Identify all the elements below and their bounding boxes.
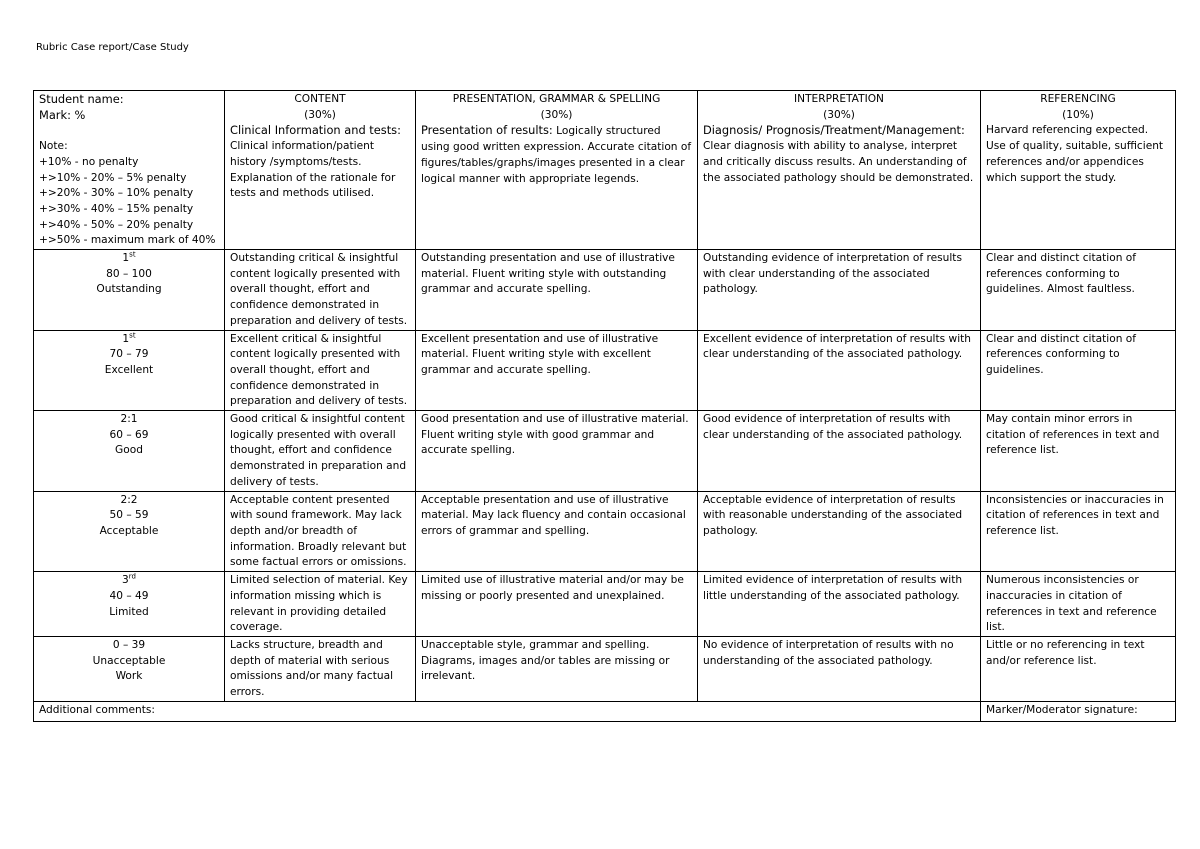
additional-comments-label: Additional comments: — [39, 703, 155, 716]
grade-row — [34, 411, 1176, 492]
grade-row — [34, 250, 1176, 331]
grade-class: 3 — [122, 574, 129, 587]
referencing-criteria: May contain minor errors in citation of references in text and reference list. — [981, 411, 1176, 492]
grade-range: 60 – 69 — [109, 428, 149, 441]
column-title: CONTENT — [294, 93, 346, 105]
referencing-criteria: Clear and distinct citation of references conforming to guidelines. — [981, 330, 1176, 411]
grade-cell — [34, 250, 225, 331]
grade-range: 50 – 59 — [109, 509, 149, 522]
penalty-item: +>30% - 40% – 15% penalty — [39, 202, 194, 215]
column-weight: (30%) — [823, 108, 855, 121]
grade-class: 2:2 — [120, 493, 138, 506]
grade-class-suffix: st — [129, 331, 136, 340]
grade-cell — [34, 491, 225, 572]
column-lead: Diagnosis/ Prognosis/Treatment/Management: — [703, 123, 965, 138]
content-criteria: Outstanding critical & insightful content logically presented with overall thought, effort and confidence demonstrated in preparation and delivery of tests. — [225, 250, 416, 331]
presentation-criteria: Limited use of illustrative material and/or may be missing or poorly presented and unexplained. — [416, 572, 698, 637]
grade-cell — [34, 330, 225, 411]
additional-comments-cell — [34, 701, 981, 721]
presentation-criteria: Outstanding presentation and use of illustrative material. Fluent writing style with outstanding grammar and accurate spelling. — [416, 250, 698, 331]
content-criteria: Acceptable content presented with sound framework. May lack depth and/or breadth of information. Broadly relevant but some factual errors or omissions. — [225, 491, 416, 572]
column-title: PRESENTATION, GRAMMAR & SPELLING — [452, 93, 661, 105]
column-lead: Presentation of results: — [421, 123, 553, 138]
grade-row — [34, 330, 1176, 411]
presentation-header — [416, 91, 698, 250]
content-header — [225, 91, 416, 250]
presentation-criteria: Excellent presentation and use of illustrative material. Fluent writing style with excellent grammar and accurate spelling. — [416, 330, 698, 411]
grade-cell — [34, 572, 225, 637]
column-desc: Harvard referencing expected. Use of quality, suitable, sufficient references and/or appendices which support the study. — [986, 124, 1164, 184]
grade-class: 1 — [122, 332, 130, 345]
referencing-criteria: Little or no referencing in text and/or reference list. — [981, 636, 1176, 701]
interpretation-criteria: Acceptable evidence of interpretation of results with reasonable understanding of the associated pathology. — [698, 491, 981, 572]
grade-label: Excellent — [104, 363, 154, 376]
column-desc: Logically structured using good written expression. Accurate citation of figures/tables/graphs/images presented in a clear logical manner with appropriate legends. — [421, 125, 692, 185]
signature-cell — [981, 701, 1176, 721]
rubric-table — [33, 90, 1176, 722]
content-criteria: Good critical & insightful content logically presented with overall thought, effort and confidence demonstrated in preparation and delivery of tests. — [225, 411, 416, 492]
grade-class-suffix: rd — [128, 572, 136, 581]
content-criteria: Limited selection of material. Key information missing which is relevant in providing detailed coverage. — [225, 572, 416, 637]
grade-label: Acceptable — [99, 524, 159, 537]
penalty-item: +>20% - 30% – 10% penalty — [39, 187, 194, 200]
penalty-item: +>10% - 20% – 5% penalty — [39, 171, 187, 184]
grade-range: 80 – 100 — [106, 267, 152, 280]
grade-range: 40 – 49 — [109, 589, 149, 602]
referencing-criteria: Clear and distinct citation of references conforming to guidelines. Almost faultless. — [981, 250, 1176, 331]
referencing-criteria: Numerous inconsistencies or inaccuracies in citation of references in text and reference list. — [981, 572, 1176, 637]
note-label: Note: — [39, 140, 68, 153]
column-lead: Clinical Information and tests: — [230, 123, 401, 138]
grade-range: Unacceptable — [92, 654, 166, 667]
interpretation-header — [698, 91, 981, 250]
grade-class: 1 — [122, 252, 130, 265]
grade-class: 2:1 — [120, 413, 138, 426]
column-weight: (10%) — [1062, 108, 1094, 121]
penalty-item: +10% - no penalty — [39, 155, 139, 168]
penalty-item: +>50% - maximum mark of 40% — [39, 234, 216, 247]
interpretation-criteria: Outstanding evidence of interpretation of results with clear understanding of the associated pathology. — [698, 250, 981, 331]
presentation-criteria: Good presentation and use of illustrative material. Fluent writing style with good grammar and accurate spelling. — [416, 411, 698, 492]
grade-label: Work — [115, 670, 143, 683]
column-title: REFERENCING — [1040, 93, 1116, 105]
grade-row — [34, 636, 1176, 701]
grade-cell — [34, 636, 225, 701]
interpretation-criteria: Limited evidence of interpretation of results with little understanding of the associated pathology. — [698, 572, 981, 637]
referencing-criteria: Inconsistencies or inaccuracies in citation of references in text and reference list. — [981, 491, 1176, 572]
grade-class: 0 – 39 — [112, 638, 146, 651]
content-criteria: Excellent critical & insightful content logically presented with overall thought, effort and confidence demonstrated in preparation and delivery of tests. — [225, 330, 416, 411]
presentation-criteria: Unacceptable style, grammar and spelling. Diagrams, images and/or tables are missing or irrelevant. — [416, 636, 698, 701]
mark-label: Mark: % — [39, 107, 86, 122]
column-desc: Clinical information/patient history /symptoms/tests. Explanation of the rationale for tests and methods utilised. — [230, 140, 396, 200]
content-criteria: Lacks structure, breadth and depth of material with serious omissions and/or many factual errors. — [225, 636, 416, 701]
header-row — [34, 91, 1176, 250]
interpretation-criteria: Excellent evidence of interpretation of results with clear understanding of the associated pathology. — [698, 330, 981, 411]
grade-row — [34, 491, 1176, 572]
grade-class-suffix: st — [129, 250, 136, 259]
grade-label: Limited — [109, 605, 149, 618]
column-title: INTERPRETATION — [794, 93, 884, 105]
grade-cell — [34, 411, 225, 492]
referencing-header — [981, 91, 1176, 250]
student-info-cell — [34, 91, 225, 250]
signature-label: Marker/Moderator signature: — [986, 703, 1138, 716]
interpretation-criteria: No evidence of interpretation of results with no understanding of the associated pathology. — [698, 636, 981, 701]
penalty-item: +>40% - 50% – 20% penalty — [39, 218, 194, 231]
grade-label: Good — [115, 444, 143, 457]
student-name-label: Student name: — [39, 92, 124, 106]
column-desc: Clear diagnosis with ability to analyse, interpret and critically discuss results. An understanding of the associated pathology should be demonstrated. — [703, 140, 974, 184]
interpretation-criteria: Good evidence of interpretation of results with clear understanding of the associated pathology. — [698, 411, 981, 492]
presentation-criteria: Acceptable presentation and use of illustrative material. May lack fluency and contain occasional errors of grammar and spelling. — [416, 491, 698, 572]
grade-label: Outstanding — [96, 283, 162, 296]
footer-row — [34, 701, 1176, 721]
grade-range: 70 – 79 — [109, 348, 149, 361]
column-weight: (30%) — [304, 108, 336, 121]
grade-row — [34, 572, 1176, 637]
column-weight: (30%) — [540, 108, 573, 121]
document-title: Rubric Case report/Case Study — [36, 42, 189, 53]
